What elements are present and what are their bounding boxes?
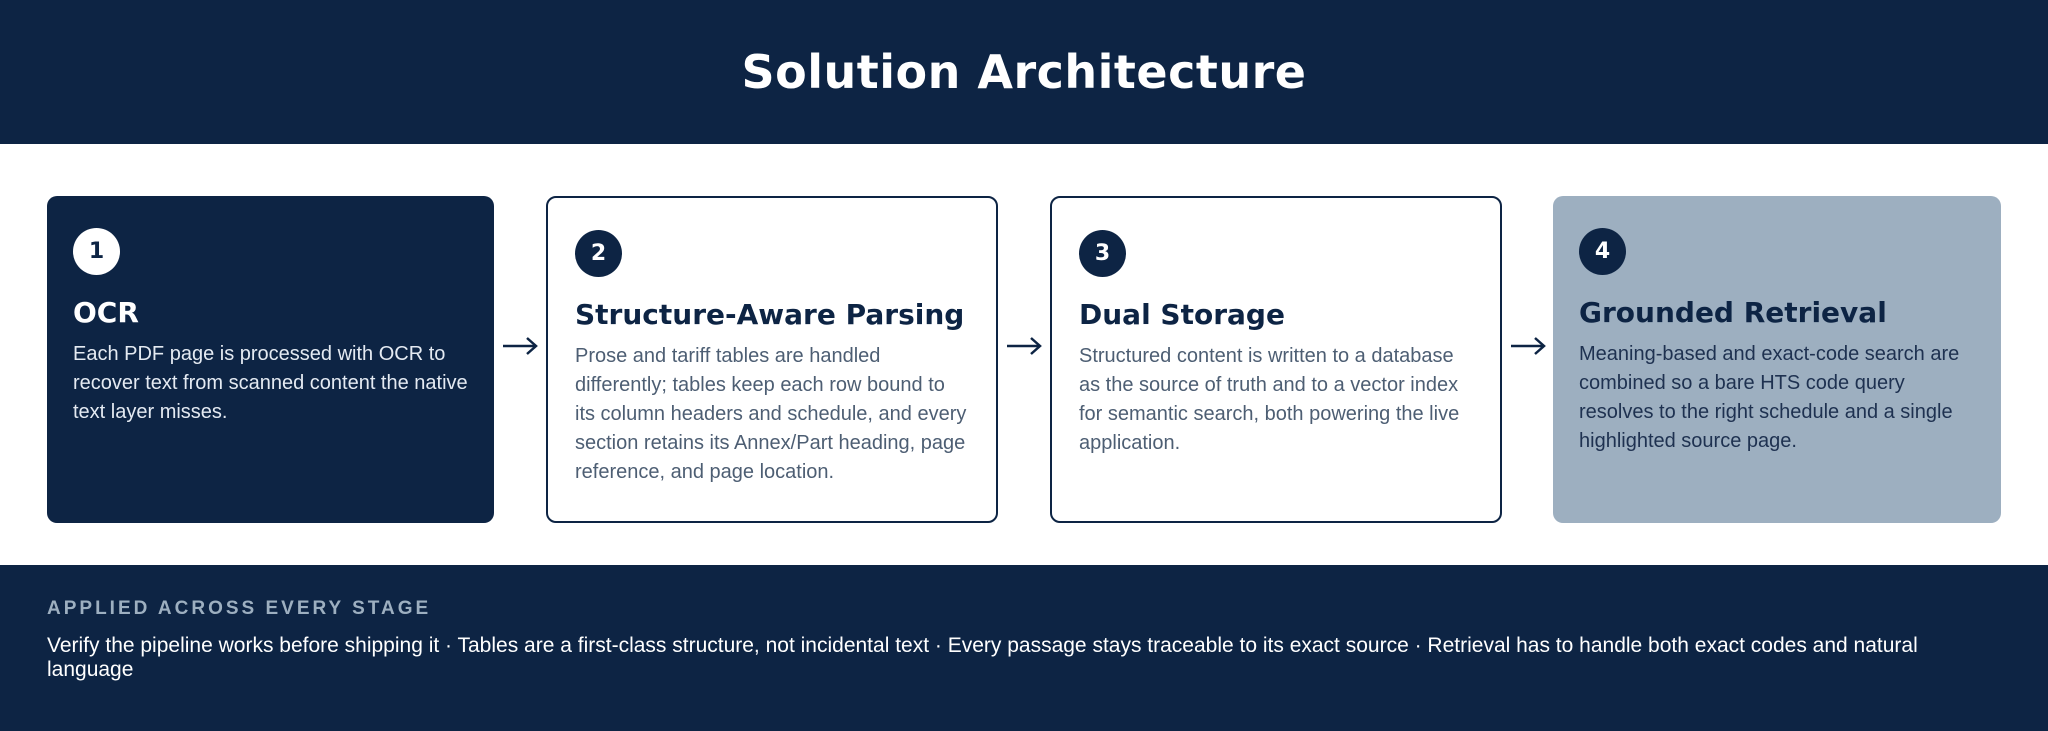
step-title: Grounded Retrieval xyxy=(1579,296,1887,329)
footer-principles: Verify the pipeline works before shipping it · Tables are a first-class structure, not incidental text · Every passage stays traceable to its exact source · Retrieval has to handle both exact codes and natural language xyxy=(47,634,1918,681)
step-description: Prose and tariff tables are handled differently; tables keep each row bound to its column headers and schedule, and every section retains its Annex/Part heading, page reference, and page location. xyxy=(575,345,967,483)
step-title: Structure-Aware Parsing xyxy=(575,298,965,331)
footer-kicker: APPLIED ACROSS EVERY STAGE xyxy=(47,598,432,619)
step-title: Dual Storage xyxy=(1079,298,1285,331)
principles-footer xyxy=(0,565,2048,731)
step-description: Structured content is written to a database as the source of truth and to a vector index for semantic search, both powering the live application. xyxy=(1079,345,1460,454)
arrow-right-icon xyxy=(1508,334,1548,358)
step-description: Each PDF page is processed with OCR to recover text from scanned content the native text layer misses. xyxy=(73,343,468,423)
step-description: Meaning-based and exact-code search are combined so a bare HTS code query resolves to the right schedule and a single highlighted source page. xyxy=(1579,343,1960,452)
step-card-dual-storage xyxy=(1050,196,1502,523)
header-banner xyxy=(0,0,2048,144)
page-title: Solution Architecture xyxy=(741,45,1307,99)
step-card-ocr xyxy=(47,196,494,523)
step-number-badge: 4 xyxy=(1579,228,1626,275)
step-number-badge: 3 xyxy=(1079,230,1126,277)
pipeline-steps xyxy=(0,196,2048,523)
step-card-grounded-retrieval xyxy=(1553,196,2001,523)
arrow-right-icon xyxy=(500,334,540,358)
step-card-structure-aware-parsing xyxy=(546,196,998,523)
step-number-badge: 2 xyxy=(575,230,622,277)
arrow-right-icon xyxy=(1004,334,1044,358)
step-number-badge: 1 xyxy=(73,228,120,275)
step-title: OCR xyxy=(73,296,139,329)
